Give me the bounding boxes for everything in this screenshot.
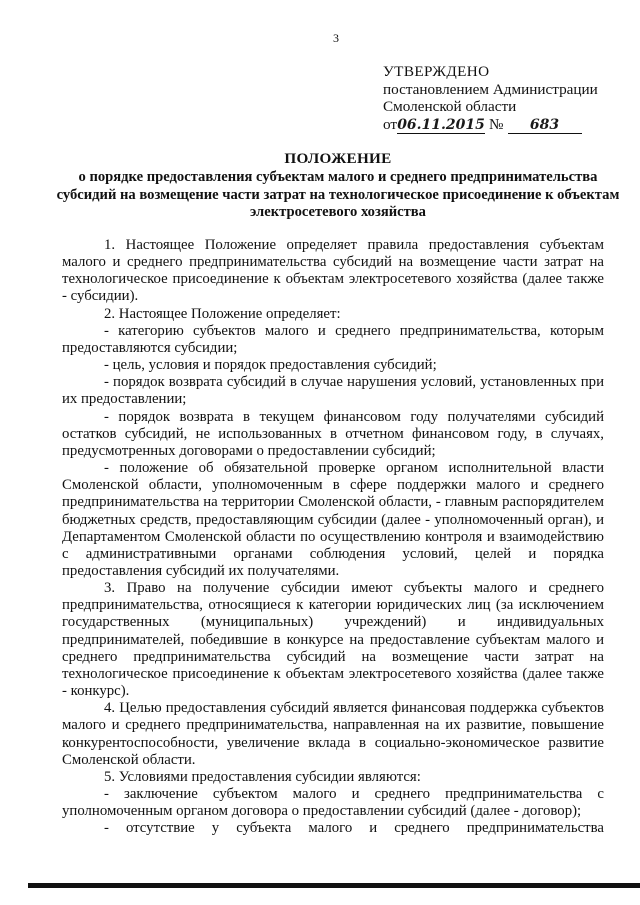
page-bottom-rule [28, 883, 640, 888]
paragraph: - заключение субъектом малого и среднего предпринимательства с уполномоченным органом договора о предоставлении субсидий (далее - договор); [62, 786, 604, 820]
paragraph: - отсутствие у субъекта малого и среднего предпринимательства [104, 820, 604, 837]
document-body [62, 237, 604, 865]
document-subtitle: о порядке предоставления субъектам малого и среднего предпринимательства субсидий на возмещение части затрат на технологическое присоединение к объектам электросетевого хозяйства [56, 169, 620, 221]
approval-number-sign: № [489, 115, 504, 133]
paragraph: 4. Целью предоставления субсидий является финансовая поддержка субъектов малого и среднего предпринимательства, направленная на их развитие, повышение конкурентоспособности, увеличение вклада в социально-экономическое развитие Смоленской области. [62, 700, 604, 768]
paragraph: 5. Условиями предоставления субсидии являются: [104, 768, 421, 785]
paragraph: 1. Настоящее Положение определяет правила предоставления субъектам малого и среднего предпринимательства субсидий на возмещение части затрат на технологическое присоединение к объектам электросетевого хозяйства (далее также - субсидии). [62, 237, 604, 305]
approval-date-prefix: от [383, 115, 398, 133]
approval-date-line [383, 116, 613, 134]
approval-line-decree: постановлением Администрации [383, 80, 598, 98]
page-number: 3 [333, 31, 339, 45]
paragraph: - порядок возврата субсидий в случае нарушения условий, установленных при их предоставлении; [62, 374, 604, 408]
approval-heading: УТВЕРЖДЕНО [383, 63, 490, 80]
approval-block [383, 63, 613, 134]
approval-date: 06.11.2015 [397, 116, 485, 133]
paragraph: - категорию субъектов малого и среднего предпринимательства, которым предоставляются субсидии; [62, 322, 604, 356]
document-title: ПОЛОЖЕНИЕ [284, 150, 392, 167]
paragraph: - порядок возврата в текущем финансовом году получателями субсидий остатков субсидий, не использованных в отчетном финансовом году, в случаях, предусмотренных договорами о предоставлении субсидий; [62, 408, 604, 459]
paragraph: 2. Настоящее Положение определяет: [104, 305, 341, 322]
paragraph: - положение об обязательной проверке органом исполнительной власти Смоленской области, уполномоченным в сфере поддержки малого и среднего предпринимательства на территории Смоленской области, - главным распорядителем бюджетных средств, предоставляющим субсидии (далее - уполномоченный орган), и Департаментом Смоленской области по осуществлению контроля и взаимодействию с административными органами соблюдения условий, целей и порядка предоставления субсидий их получателями. [62, 460, 604, 579]
approval-number: 683 [508, 118, 582, 134]
paragraph: - цель, условия и порядок предоставления субсидий; [104, 357, 437, 374]
paragraph: 3. Право на получение субсидии имеют субъекты малого и среднего предпринимательства, относящиеся к категории юридических лиц (за исключением государственных (муниципальных) учреждений) и индивидуальных предпринимателей, победившие в конкурсе на предоставление субъектам малого и среднего предпринимательства субсидий на возмещение части затрат на технологическое присоединение к объектам электросетевого хозяйства (далее также - конкурс). [62, 580, 604, 700]
approval-line-region: Смоленской области [383, 98, 517, 115]
